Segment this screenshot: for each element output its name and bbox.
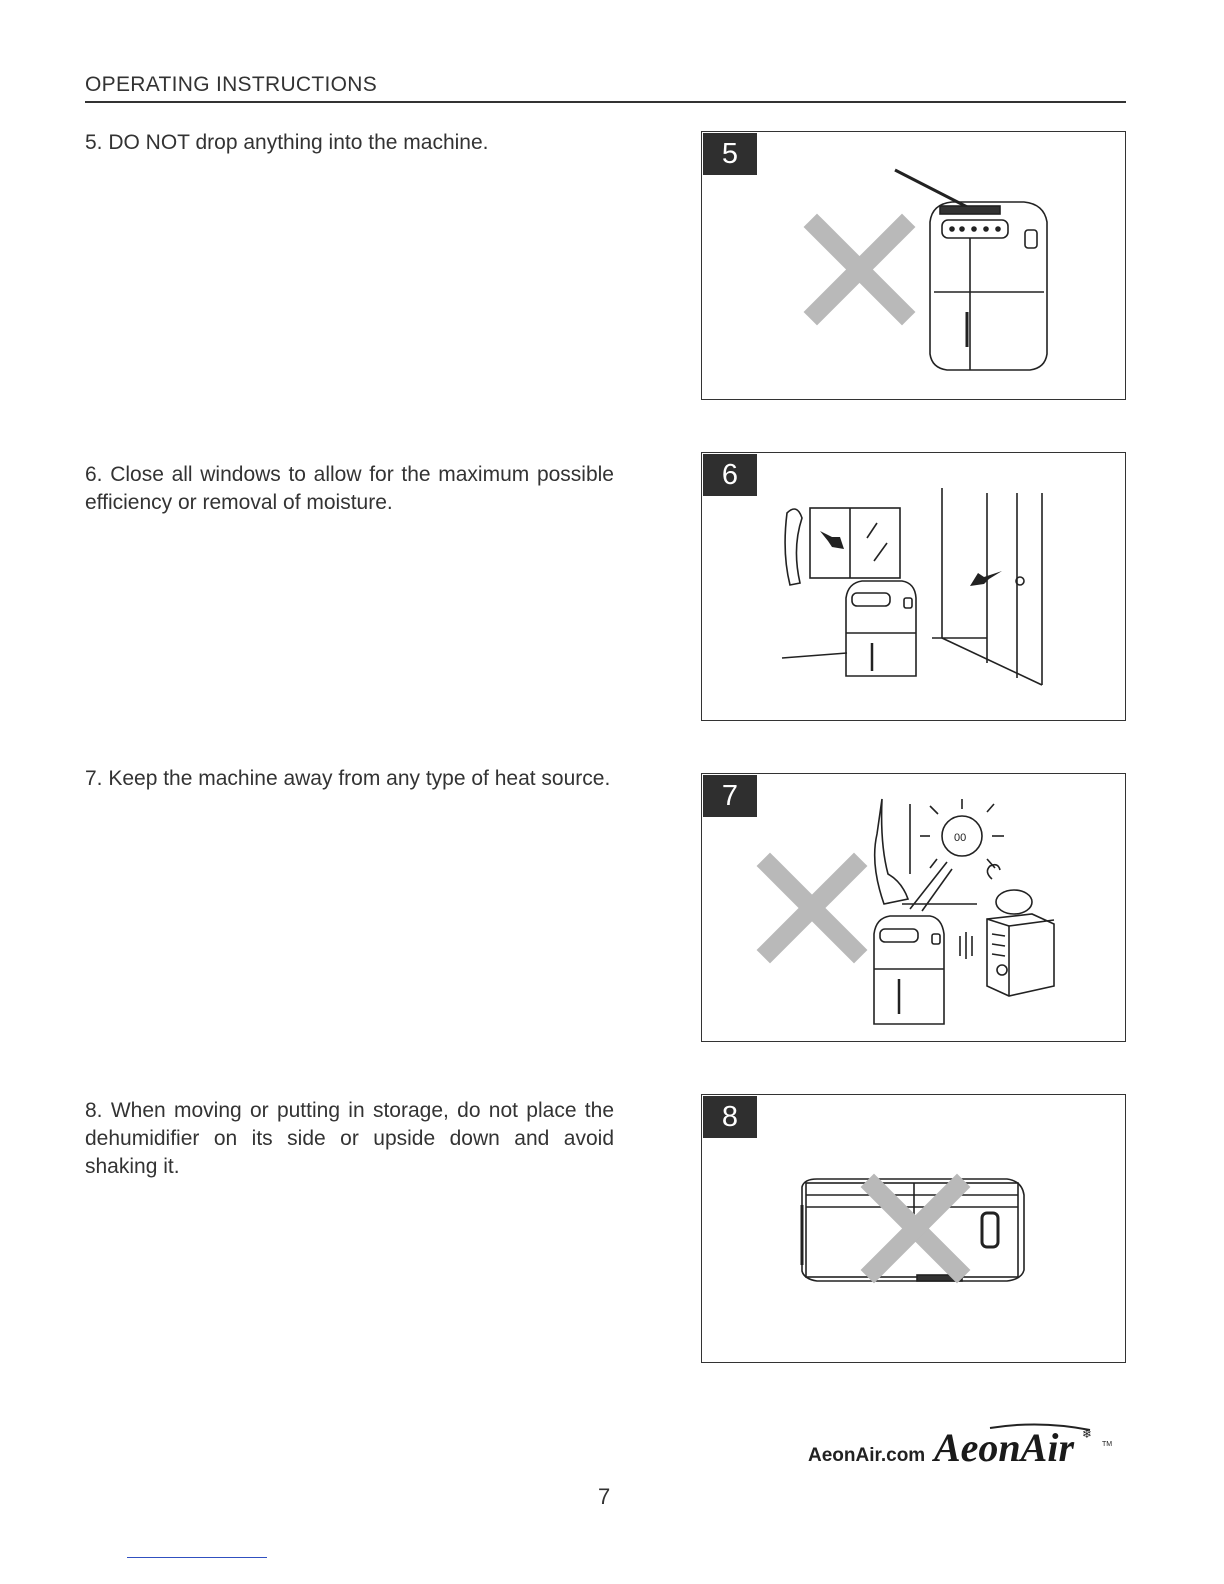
footer-url: AeonAir.com bbox=[808, 1445, 926, 1466]
svg-text:00: 00 bbox=[954, 832, 967, 844]
section-title: OPERATING INSTRUCTIONS bbox=[85, 73, 378, 96]
illustration-5 bbox=[701, 131, 1126, 400]
cross-icon bbox=[817, 227, 902, 312]
cross-icon bbox=[874, 1187, 957, 1270]
curtain-icon bbox=[785, 509, 802, 585]
instruction-5-text: 5. DO NOT drop anything into the machine. bbox=[85, 131, 489, 154]
svg-text:❄: ❄ bbox=[1082, 1427, 1093, 1441]
close-windows-illustration bbox=[702, 453, 1125, 720]
illustration-6 bbox=[701, 452, 1126, 721]
instruction-7-text: 7. Keep the machine away from any type of heat source. bbox=[85, 767, 611, 790]
header-rule bbox=[85, 101, 1126, 103]
dehumidifier-icon bbox=[874, 916, 944, 1024]
instruction-6-text: 6. Close all windows to allow for the maximum possible efficiency or removal of moisture. bbox=[85, 463, 614, 514]
badge-6: 6 bbox=[703, 454, 757, 496]
sun-icon bbox=[920, 799, 1004, 868]
kettle-icon bbox=[996, 890, 1032, 914]
arrow-icon bbox=[970, 571, 1002, 586]
no-tipping-illustration bbox=[702, 1095, 1125, 1362]
svg-text:TM: TM bbox=[1102, 1441, 1113, 1448]
curtain-icon bbox=[875, 799, 908, 904]
page-number: 7 bbox=[598, 1484, 611, 1509]
no-drop-illustration bbox=[702, 132, 1125, 399]
cross-icon bbox=[770, 866, 854, 950]
heat-source-illustration bbox=[702, 774, 1125, 1041]
illustration-8 bbox=[701, 1094, 1126, 1363]
brand-name: AeonAir bbox=[934, 1425, 1075, 1470]
badge-8: 8 bbox=[703, 1096, 757, 1138]
instruction-8-text: 8. When moving or putting in storage, do not place the dehumidifier on its side or upside down and avoid shaking it. bbox=[85, 1099, 614, 1178]
illustration-7 bbox=[701, 773, 1126, 1042]
dehumidifier-icon bbox=[930, 202, 1047, 370]
window-icon bbox=[810, 508, 900, 578]
badge-5: 5 bbox=[703, 133, 757, 175]
brand-logo bbox=[930, 1418, 1113, 1470]
arrow-icon bbox=[820, 531, 844, 549]
footer-line bbox=[127, 1557, 267, 1558]
heater-icon bbox=[987, 914, 1054, 996]
dehumidifier-icon bbox=[846, 581, 916, 676]
badge-7: 7 bbox=[703, 775, 757, 817]
